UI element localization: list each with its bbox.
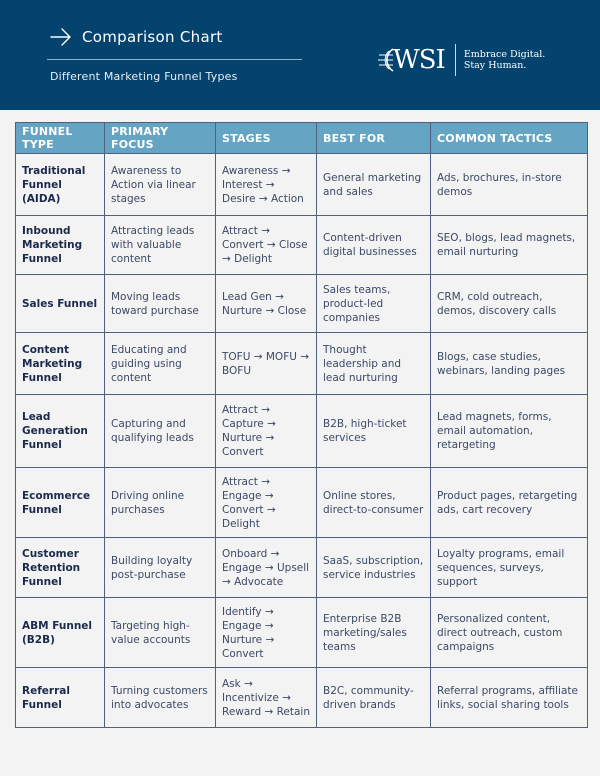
title-row	[50, 26, 223, 48]
primary-focus-cell: Awareness to Action via linear stages	[105, 154, 216, 216]
funnel-type-cell: Sales Funnel	[16, 275, 105, 333]
best-for-cell: Sales teams, product-led companies	[317, 275, 431, 333]
best-for-cell: Online stores, direct-to-consumer	[317, 468, 431, 538]
primary-focus-cell: Building loyalty post-purchase	[105, 538, 216, 598]
table-row	[16, 668, 588, 728]
page-subtitle: Different Marketing Funnel Types	[50, 70, 238, 83]
best-for-cell: SaaS, subscription, service industries	[317, 538, 431, 598]
stages-cell: Onboard → Engage → Upsell → Advocate	[216, 538, 317, 598]
table-row	[16, 538, 588, 598]
logo-divider	[455, 44, 456, 76]
common-tactics-cell: Blogs, case studies, webinars, landing pages	[431, 333, 588, 395]
globe-icon	[375, 46, 395, 74]
common-tactics-cell: Ads, brochures, in-store demos	[431, 154, 588, 216]
column-header-common-tactics: COMMON TACTICS	[431, 123, 588, 154]
stages-cell: Attract → Convert → Close → Delight	[216, 216, 317, 275]
stages-cell: Attract → Capture → Nurture → Convert	[216, 395, 317, 468]
table-row	[16, 275, 588, 333]
funnel-type-cell: Lead Generation Funnel	[16, 395, 105, 468]
tagline-line-2: Stay Human.	[463, 60, 527, 71]
stages-cell: TOFU → MOFU → BOFU	[216, 333, 317, 395]
best-for-cell: B2B, high-ticket services	[317, 395, 431, 468]
table-row	[16, 395, 588, 468]
primary-focus-cell: Moving leads toward purchase	[105, 275, 216, 333]
table-row	[16, 468, 588, 538]
funnel-type-cell: Referral Funnel	[16, 668, 105, 728]
column-header-primary-focus: PRIMARY FOCUS	[105, 123, 216, 154]
logo-wordmark: WSI	[393, 45, 445, 75]
header-banner	[0, 0, 600, 110]
primary-focus-cell: Driving online purchases	[105, 468, 216, 538]
common-tactics-cell: SEO, blogs, lead magnets, email nurturing	[431, 216, 588, 275]
funnel-type-cell: Customer Retention Funnel	[16, 538, 105, 598]
common-tactics-cell: Lead magnets, forms, email automation, retargeting	[431, 395, 588, 468]
table-row	[16, 216, 588, 275]
title-divider	[47, 59, 302, 60]
column-header-stages: STAGES	[216, 123, 317, 154]
table-row	[16, 598, 588, 668]
column-header-best-for: BEST FOR	[317, 123, 431, 154]
table-row	[16, 154, 588, 216]
common-tactics-cell: Loyalty programs, email sequences, surveys, support	[431, 538, 588, 598]
common-tactics-cell: Referral programs, affiliate links, social sharing tools	[431, 668, 588, 728]
primary-focus-cell: Targeting high-value accounts	[105, 598, 216, 668]
primary-focus-cell: Attracting leads with valuable content	[105, 216, 216, 275]
common-tactics-cell: Personalized content, direct outreach, custom campaigns	[431, 598, 588, 668]
funnel-type-cell: Ecommerce Funnel	[16, 468, 105, 538]
column-header-funnel-type: FUNNEL TYPE	[16, 123, 105, 154]
funnel-type-cell: ABM Funnel (B2B)	[16, 598, 105, 668]
funnel-type-cell: Inbound Marketing Funnel	[16, 216, 105, 275]
best-for-cell: B2C, community-driven brands	[317, 668, 431, 728]
stages-cell: Ask → Incentivize → Reward → Retain	[216, 668, 317, 728]
common-tactics-cell: CRM, cold outreach, demos, discovery calls	[431, 275, 588, 333]
arrow-right-icon	[50, 26, 72, 48]
table-header-row	[16, 123, 588, 154]
best-for-cell: Enterprise B2B marketing/sales teams	[317, 598, 431, 668]
best-for-cell: Content-driven digital businesses	[317, 216, 431, 275]
stages-cell: Attract → Engage → Convert → Delight	[216, 468, 317, 538]
best-for-cell: Thought leadership and lead nurturing	[317, 333, 431, 395]
best-for-cell: General marketing and sales	[317, 154, 431, 216]
stages-cell: Lead Gen → Nurture → Close	[216, 275, 317, 333]
common-tactics-cell: Product pages, retargeting ads, cart recovery	[431, 468, 588, 538]
wsi-logo	[375, 44, 545, 76]
stages-cell: Identify → Engage → Nurture → Convert	[216, 598, 317, 668]
primary-focus-cell: Educating and guiding using content	[105, 333, 216, 395]
page-title: Comparison Chart	[82, 28, 223, 46]
funnel-type-cell: Content Marketing Funnel	[16, 333, 105, 395]
funnel-type-cell: Traditional Funnel (AIDA)	[16, 154, 105, 216]
comparison-table	[15, 122, 588, 728]
tagline-line-1: Embrace Digital.	[463, 49, 546, 60]
logo-mark	[375, 46, 445, 74]
logo-tagline	[464, 49, 546, 71]
primary-focus-cell: Turning customers into advocates	[105, 668, 216, 728]
stages-cell: Awareness → Interest → Desire → Action	[216, 154, 317, 216]
primary-focus-cell: Capturing and qualifying leads	[105, 395, 216, 468]
table-row	[16, 333, 588, 395]
